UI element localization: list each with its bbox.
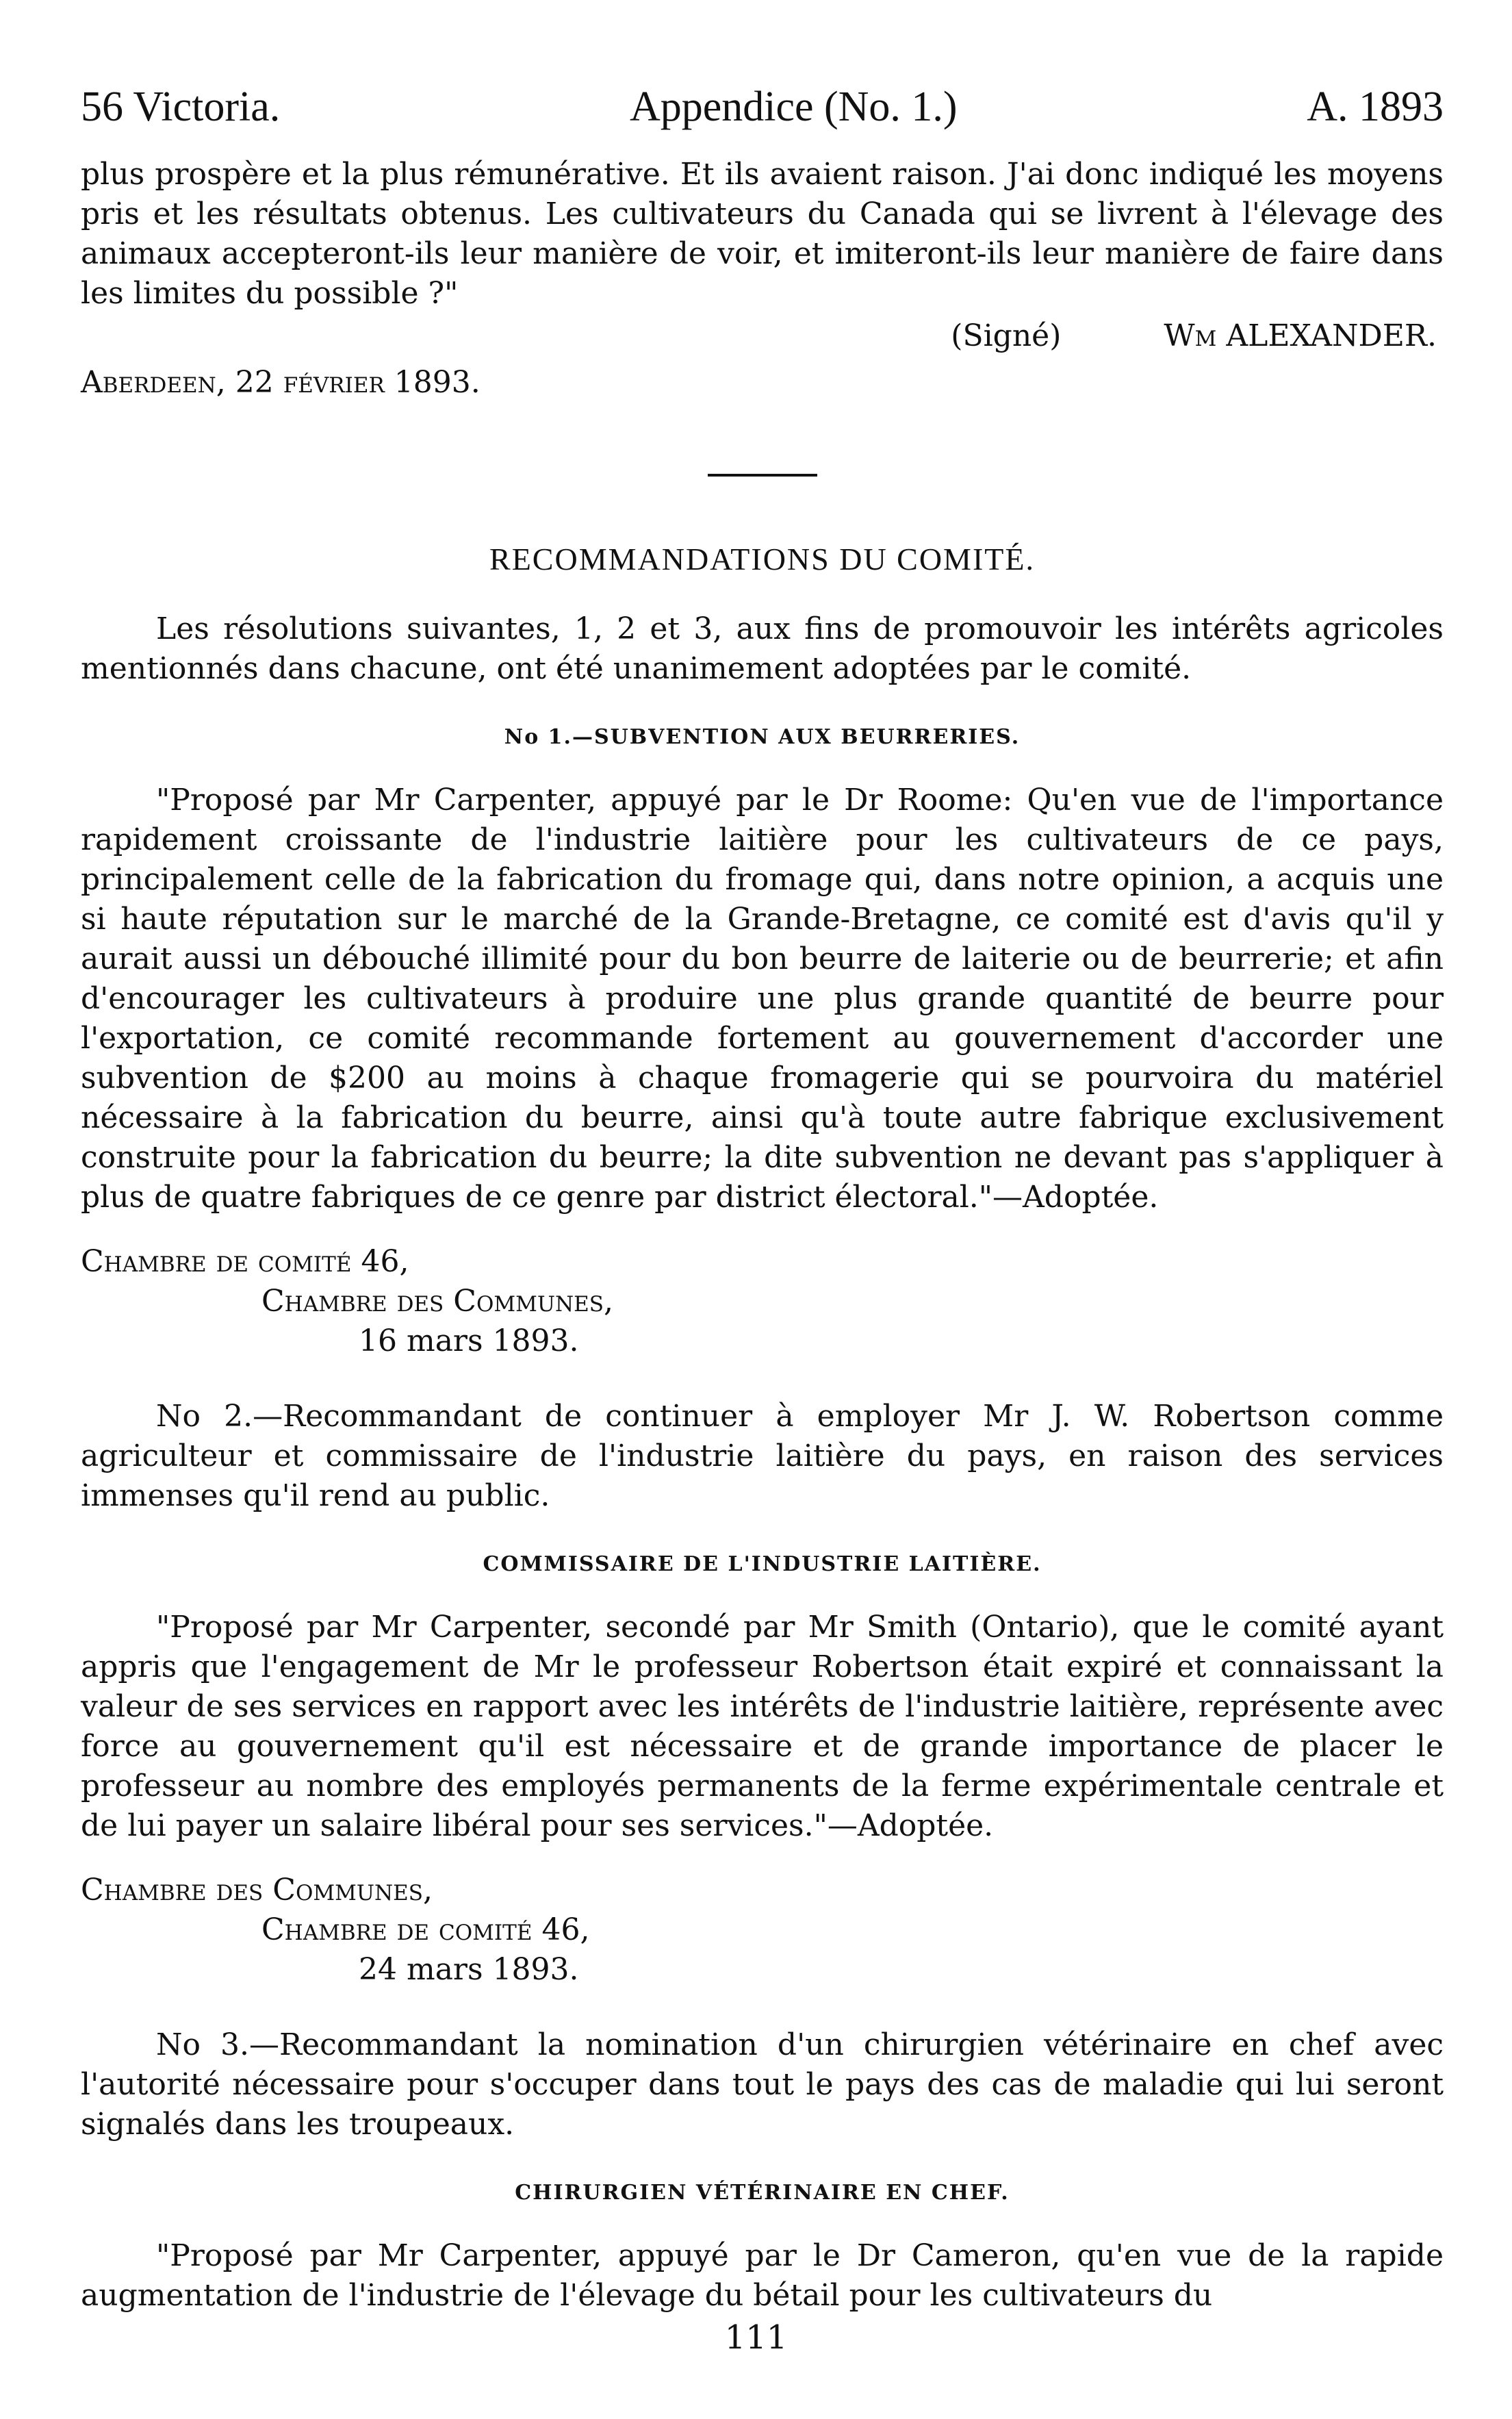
resolution-2-text: "Proposé par Mr Carpenter, secondé par Mr Smith (Ontario), que le comité ayant appris que l'engagement de Mr le professeur Robertson était expiré et connaissant la valeur de ses services en rapport avec les intérêts de l'industrie laitière, représente avec force au gouvernement qu'il est nécessaire et de grande importance de placer le professeur au nombre des employés permanents de la ferme expérimentale centrale et de lui payer un salaire libéral pour ses services."—Adoptée. xyxy=(81,1610,1444,1843)
page-header xyxy=(81,82,1444,131)
page-number: 111 xyxy=(724,2318,788,2357)
resolution-2-address xyxy=(81,1871,1444,1990)
letter-place-date: Aberdeen, 22 février 1893. xyxy=(81,365,480,400)
address-line-2: Chambre de comité 46, xyxy=(261,1912,590,1947)
section-title: RECOMMANDATIONS DU COMITÉ. xyxy=(489,542,1035,577)
resolution-3-heading: CHIRURGIEN VÉTÉRINAIRE EN CHEF. xyxy=(515,2181,1010,2205)
signer-name: Wm ALEXANDER. xyxy=(1164,318,1437,353)
address-date: 24 mars 1893. xyxy=(359,1952,579,1987)
header-appendix: Appendice (No. 1.) xyxy=(629,84,958,130)
resolution-1-heading: No 1.—SUBVENTION AUX BEURRERIES. xyxy=(504,725,1021,749)
section-intro: Les résolutions suivantes, 1, 2 et 3, aux fins de promouvoir les intérêts agricoles mentionnés dans chacune, ont été unanimement adoptées par le comité. xyxy=(81,611,1444,686)
letter-closing-paragraph: plus prospère et la plus rémunérative. Et ils avaient raison. J'ai donc indiqué les moyens pris et les résultats obtenus. Les cultivateurs du Canada qui se livrent à l'élevage des animaux accepteront-ils leur manière de voir, et imiteront-ils leur manière de faire dans les limites du possible ?" xyxy=(81,157,1444,311)
signed-label: (Signé) xyxy=(951,318,1062,353)
address-line-1: Chambre de comité 46, xyxy=(81,1244,409,1279)
resolution-3-text: "Proposé par Mr Carpenter, appuyé par le Dr Cameron, qu'en vue de la rapide augmentation de l'industrie de l'élevage du bétail pour les cultivateurs du xyxy=(81,2238,1444,2313)
header-year: A. 1893 xyxy=(1307,84,1444,130)
address-line-1: Chambre des Communes, xyxy=(81,1873,433,1908)
resolution-1-address xyxy=(81,1242,1444,1361)
resolution-1-text: "Proposé par Mr Carpenter, appuyé par le Dr Roome: Qu'en vue de l'importance rapidement croissante de l'industrie laitière pour les cultivateurs de ce pays, principalement celle de la fabrication du fromage qui, dans notre opinion, a acquis une si haute réputation sur le marché de la Grande-Bretagne, ce comité est d'avis qu'il y aurait aussi un débouché illimité pour du bon beurre de laiterie ou de beurrerie; et afin d'encourager les cultivateurs à produire une plus grande quantité de beurre pour l'exportation, ce comité recommande fortement au gouvernement d'accorder une subvention de $200 au moins à chaque fromagerie qui se pourvoira du matériel nécessaire à la fabrication du beurre, ainsi qu'à toute autre fabrique exclusivement construite pour la fabrication du beurre; la dite subvention ne devant pas s'appliquer à plus de quatre fabriques de ce genre par district électoral."—Adoptée. xyxy=(81,783,1444,1215)
address-date: 16 mars 1893. xyxy=(359,1324,579,1358)
section-divider xyxy=(708,474,817,477)
resolution-2-heading: COMMISSAIRE DE L'INDUSTRIE LAITIÈRE. xyxy=(483,1552,1042,1576)
resolution-3-intro: No 3.—Recommandant la nomination d'un chirurgien vétérinaire en chef avec l'autorité nécessaire pour s'occuper dans tout le pays des cas de maladie qui lui seront signalés dans les troupeaux. xyxy=(81,2027,1444,2142)
address-line-2: Chambre des Communes, xyxy=(261,1284,613,1319)
signature-line xyxy=(81,316,1444,356)
resolution-2-intro: No 2.—Recommandant de continuer à employer Mr J. W. Robertson comme agriculteur et commissaire de l'industrie laitière du pays, en raison des services immenses qu'il rend au public. xyxy=(81,1399,1444,1513)
header-session: 56 Victoria. xyxy=(81,84,281,130)
